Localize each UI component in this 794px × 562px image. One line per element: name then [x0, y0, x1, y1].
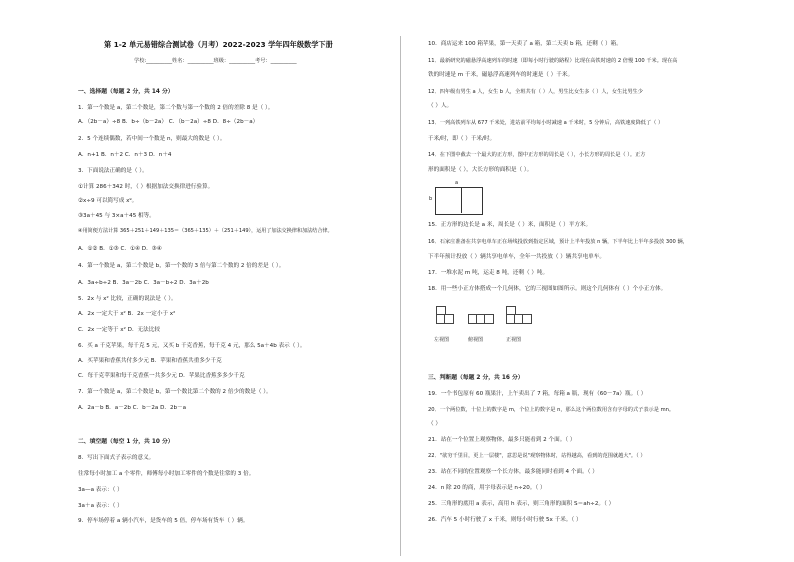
- q2-options: A．n+1 B．n＋2 C．n＋3 D．n＋4: [78, 152, 172, 158]
- student-info-line: 学校:__________姓名：__________班级：__________考号：__________: [134, 58, 297, 64]
- view-label-front: 正视图: [506, 337, 522, 343]
- q8-blank-1[interactable]: 3a—a 表示：（ ）: [78, 487, 123, 493]
- fig-label-b: b: [429, 196, 433, 202]
- q3-statement-4: ④用简便方法计算 365＋251＋149＋135＝（365＋135）＋（251＋149），运用了加法交换律和加法结合律。: [78, 228, 333, 234]
- q21-stem: 21．站在一个位置上观察物体，最多只能看到 2 个面。（ ）: [428, 437, 576, 443]
- q3-statement-1: ①计算 286＋342 时，（ ）根据加法交换律进行验算。: [78, 184, 214, 190]
- q4-options: A．3a÷b÷2 B．3a－2b C．3a－b÷2 D．3a＋2b: [78, 280, 209, 286]
- section-choice-title: 一、选择题（每题 2 分，共 14 分）: [78, 89, 174, 95]
- section-fill-title: 二、填空题（每空 1 分，共 10 分）: [78, 439, 174, 445]
- q2-stem: 2．5 个连续偶数，若中间一个数是 n，则最大的数是（ ）。: [78, 136, 226, 142]
- q10-stem: 10．商店运来 100 箱苹果，第一天卖了 a 箱，第二天卖 b 箱，还剩（ ）箱。: [428, 41, 622, 47]
- q1-options: A．（2b－a）÷8 B．b÷（b－2a） C．（b－2a）÷8 D．8÷（2b－a）: [78, 119, 259, 125]
- q26-stem: 26．汽车 5 小时行驶了 x 千米，则每小时行驶 5x 千米。（ ）: [428, 517, 582, 523]
- q1-stem: 1．第一个数是 a，第二个数是，第二个数与第一个数的 2 倍的差除 8 是（ ）。: [78, 105, 274, 111]
- view-cube: [522, 314, 532, 324]
- q6-options-ab: A．买苹果和香蕉共付多少元 B．苹果和香蕉共重多少千克: [78, 358, 222, 364]
- q8-context: 往常每小时加工 a 个零件，师傅每小时加工零件的个数是往常的 3 倍。: [78, 471, 255, 477]
- view-cube: [484, 314, 494, 324]
- q16-stem-b: 下半年预计投放（ ）辆共享电单车，全年一共投放（ ）辆共享电单车。: [428, 254, 605, 260]
- view-label-top: 俯视图: [468, 337, 484, 343]
- q5-options-ab: A．2x 一定大于 x² B．2x 一定小于 x²: [78, 311, 176, 317]
- q15-stem: 15．正方形的边长是 a 米，周长是（ ）米，面积是（ ）平方米。: [428, 222, 592, 228]
- q7-stem: 7．第一个数是 a，第二个数是 b，第一个数比第二个数的 2 倍少的数是（ ）。: [78, 389, 272, 395]
- q20-stem-b[interactable]: （ ）: [428, 421, 441, 427]
- big-rectangle: [435, 187, 483, 215]
- q13-stem-a: 13．一列高铁列车从 677 千米处，进站前平均每小时减速 a 千米时，5 分钟后，高铁速度降低了（ ）: [428, 120, 664, 126]
- square-cut-line: [461, 187, 462, 213]
- q22-stem: 22．"欲穷千里目，更上一层楼"，意思是说"观察物体时，站得越高，看到的范围就越大"。（ ）: [428, 453, 646, 459]
- q11-stem-b: 铁的时速是 m 千米，磁悬浮高速列车的时速是（ ）千米。: [428, 72, 574, 78]
- q14-stem-b: 形的面积是（ ），大长方形的面积是（ ）。: [428, 167, 533, 173]
- q3-stem: 3．下面说法正确的是（ ）。: [78, 168, 148, 174]
- q13-stem-b: 千米/时，即（ ）千米/时。: [428, 136, 496, 142]
- q11-stem-a: 11．最新研究的磁悬浮高速列车的时速（即每小时行驶的路程）比现在高铁时速的 2 倍慢 100 千米。现在高: [428, 58, 678, 64]
- q24-stem: 24．n 除 20 的商，用字母表示是 n÷20。（ ）: [428, 485, 546, 491]
- q8-stem: 8．写出下面式子表示的意义。: [78, 455, 155, 461]
- q7-options: A．2a－b B．a－2b C．b－2a D．2b－a: [78, 405, 187, 411]
- column-divider: [400, 36, 401, 556]
- q19-stem: 19．一个书包原有 60 瓶果汁，上午卖出了 7 箱，每箱 a 瓶，现有（60－7a）瓶。（ ）: [428, 391, 647, 397]
- q12-stem-b: （ ）人。: [428, 103, 453, 109]
- q6-options-cd: C．每千克苹果和每千克香蕉一共多少元 D．苹果比香蕉多多少千克: [78, 373, 245, 379]
- q3-statement-2: ②x÷9 可以简写成 x⁹。: [78, 198, 138, 204]
- q9-stem: 9．停车场停着 a 辆小汽车，是货车的 5 倍，停车场有货车（ ）辆。: [78, 518, 249, 524]
- q4-stem: 4．第一个数是 a，第二个数是 b，第一个数的 3 倍与第二个数的 2 倍的差是（ ）。: [78, 263, 285, 269]
- exam-title: 第 1-2 单元易错综合测试卷（月考）2022-2023 学年四年级数学下册: [104, 40, 333, 49]
- q18-stem: 18．用一些小正方体搭成一个几何体，它的三视图如图所示。则这个几何体有（ ）个小正方体。: [428, 286, 667, 292]
- q5-stem: 5．2x 与 x² 比较，正确的说法是（ ）。: [78, 296, 177, 302]
- fig-label-a: a: [455, 180, 459, 186]
- q5-options-cd: C．2x 一定等于 x² D．无法比较: [78, 327, 160, 333]
- q16-stem-a: 16．石家庄准备在共享电单车正在场线投放到指定区域，预计上半年投放 n 辆，下半年比上半年多投放 300 辆，: [428, 239, 688, 245]
- q17-stem: 17．一堆水泥 m 吨，运走 8 吨，还剩（ ）吨。: [428, 270, 549, 276]
- q6-stem: 6．买 a 千克苹果，每千克 5 元，又买 b 千克香蕉，每千克 4 元，那么 5a＋4b 表示（ ）。: [78, 343, 306, 349]
- q3-statement-3: ③3a＋45 与 3×a＋45 相等。: [78, 213, 155, 219]
- section-judge-title: 三、判断题（每题 2 分，共 16 分）: [428, 375, 524, 381]
- q3-options: A．①② B．①③ C．①④ D．③④: [78, 246, 162, 252]
- q14-stem-a: 14．在下图中截去一个最大的正方形，图中正方形的周长是（ ），小长方形的周长是（ ）。正方: [428, 152, 646, 158]
- q25-stem: 25．三角形的底用 a 表示，高用 h 表示，则三角形的面积 S＝ah÷2。（ ）: [428, 501, 615, 507]
- q23-stem: 23．站在不同的位置观察一个长方体，最多能同时看到 4 个面。（ ）: [428, 469, 598, 475]
- q8-blank-2[interactable]: 3a＋a 表示：（ ）: [78, 503, 123, 509]
- view-cube: [444, 314, 454, 324]
- q12-stem-a: 12．四年级有男生 a 人，女生 b 人，全班共有（ ）人，男生比女生多（ ）人，女生比男生少: [428, 89, 643, 95]
- view-label-left: 左视图: [434, 337, 450, 343]
- q20-stem-a: 20．一个两位数，十位上的数字是 m，个位上的数字是 n，那么这个两位数用含有字母的式子表示是 mn。: [428, 407, 675, 413]
